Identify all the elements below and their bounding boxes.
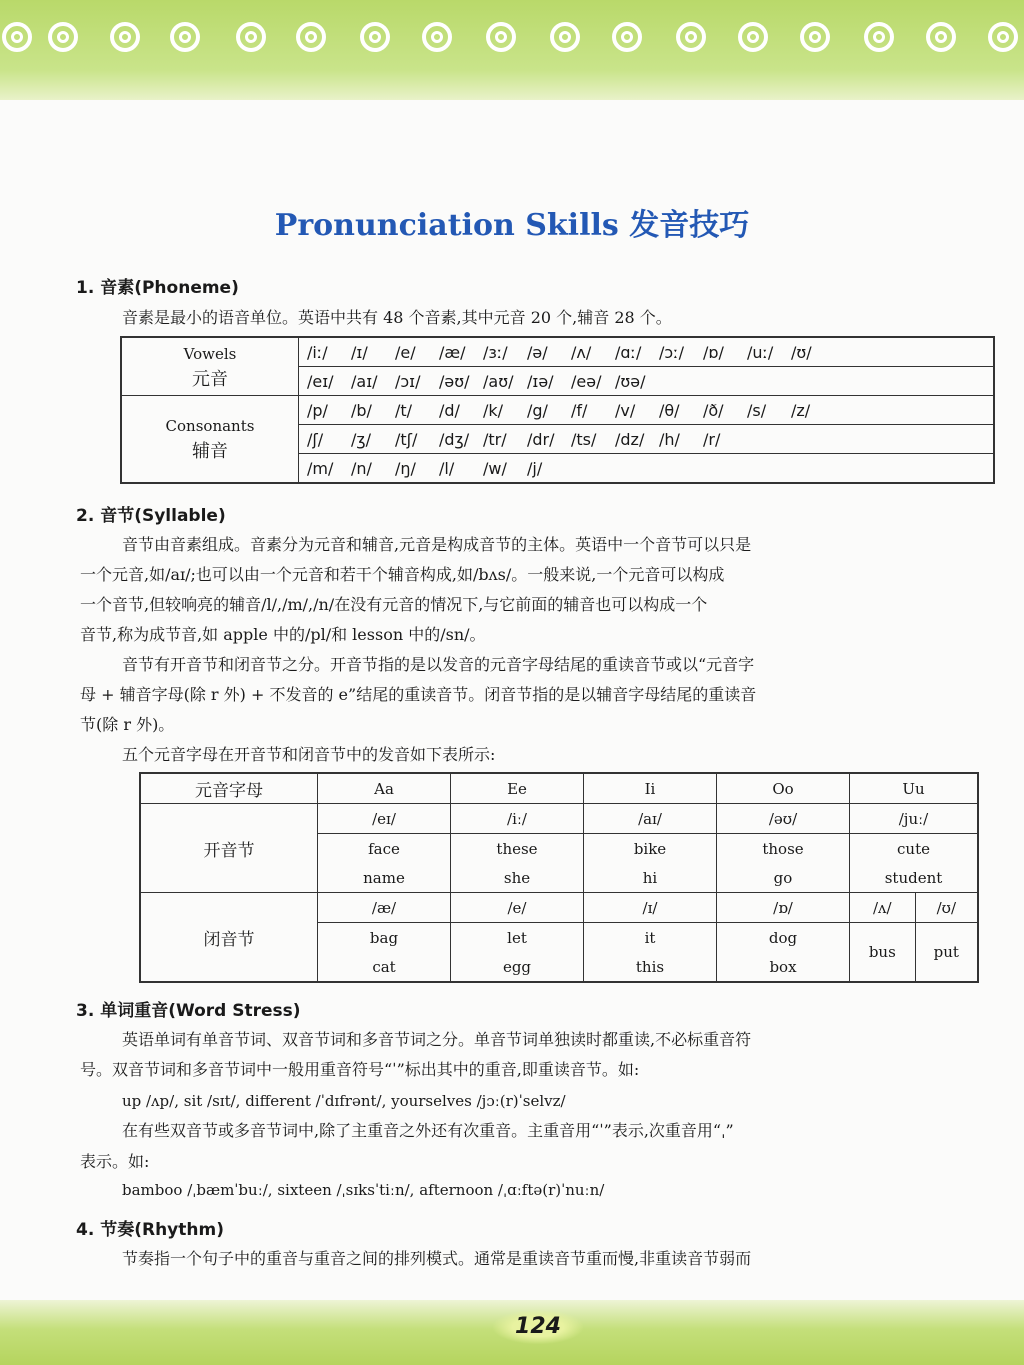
ipa-symbol: /l/: [439, 458, 455, 478]
page-number: 124: [493, 1310, 583, 1344]
section-heading-syllable: 2. 音节(Syllable): [76, 506, 226, 526]
ipa-symbol: /ŋ/: [395, 458, 416, 478]
section-heading-word-stress: 3. 单词重音(Word Stress): [76, 1001, 301, 1021]
paragraph-line: 音节由音素组成。音素分为元音和辅音,元音是构成音节的主体。英语中一个音节可以只是: [122, 535, 752, 554]
letter-header: Ee: [451, 773, 584, 804]
ipa-symbol: /dʒ/: [439, 429, 470, 449]
ipa-symbol: /æ/: [439, 342, 466, 362]
paragraph-line: 表示。如:: [80, 1152, 150, 1171]
ipa-cell: /aɪ/: [584, 804, 717, 834]
ipa-cell: /ɒ/: [717, 893, 850, 923]
circle-ornament-icon: [676, 22, 706, 52]
ipa-symbol: /ɔɪ/: [395, 371, 421, 391]
paragraph-line: 号。双音节词和多音节词中一般用重音符号“ˈ”标出其中的重音,即重读音节。如:: [80, 1060, 640, 1079]
ipa-symbol: /əʊ/: [439, 371, 470, 391]
circle-ornament-icon: [926, 22, 956, 52]
ipa-symbol: /ʊə/: [615, 371, 646, 391]
example-word: name: [318, 863, 451, 893]
ipa-symbol: /ɔː/: [659, 342, 684, 362]
example-word: this: [584, 952, 717, 982]
paragraph-line: 一个元音,如/aɪ/;也可以由一个元音和若干个辅音构成,如/bʌs/。一般来说,一个元音可以构成: [80, 565, 725, 584]
ipa-symbol: /s/: [747, 400, 767, 420]
ipa-symbol: /ɑː/: [615, 342, 642, 362]
ipa-symbol: /w/: [483, 458, 507, 478]
ipa-symbol: /tʃ/: [395, 429, 418, 449]
consonants-label-en: Consonants: [165, 417, 255, 435]
paragraph-line: 一个音节,但较响亮的辅音/l/,/m/,/n/在没有元音的情况下,与它前面的辅音也可以构成一个: [80, 595, 708, 614]
circle-ornament-icon: [550, 22, 580, 52]
ipa-symbol: /ʊ/: [791, 342, 812, 362]
ipa-symbol: /g/: [527, 400, 548, 420]
ipa-symbol: /t/: [395, 400, 413, 420]
ipa-symbol: /m/: [307, 458, 334, 478]
section-heading-rhythm: 4. 节奏(Rhythm): [76, 1220, 224, 1240]
letter-header: Aa: [318, 773, 451, 804]
vowel-row-2: [299, 367, 995, 396]
example-word: box: [717, 952, 850, 982]
ipa-symbol: /p/: [307, 400, 328, 420]
page-title: Pronunciation Skills 发音技巧: [274, 208, 750, 243]
ipa-symbol: /ɒ/: [703, 342, 724, 362]
ipa-symbol: /b/: [351, 400, 372, 420]
ipa-symbol: /j/: [527, 458, 543, 478]
circle-ornament-icon: [486, 22, 516, 52]
ipa-symbol: /iː/: [307, 342, 328, 362]
example-word: bus: [850, 923, 916, 983]
ipa-symbol: /z/: [791, 400, 811, 420]
ipa-cell: /æ/: [318, 893, 451, 923]
ipa-symbol: /n/: [351, 458, 372, 478]
consonant-row-3: [299, 454, 995, 484]
paragraph-line: 五个元音字母在开音节和闭音节中的发音如下表所示:: [122, 745, 496, 764]
circle-ornament-icon: [612, 22, 642, 52]
circle-ornament-icon: [2, 22, 32, 52]
ipa-symbol: /tr/: [483, 429, 507, 449]
ipa-cell: /e/: [451, 893, 584, 923]
ipa-symbol: /ɪə/: [527, 371, 554, 391]
letter-header: Oo: [717, 773, 850, 804]
ipa-cell: /juː/: [850, 804, 979, 834]
circle-ornament-icon: [296, 22, 326, 52]
example-word: cat: [318, 952, 451, 982]
paragraph-line: 英语单词有单音节词、双音节词和多音节词之分。单音节词单独读时都重读,不必标重音符: [122, 1030, 752, 1049]
vowel-row-1: [299, 337, 995, 367]
consonants-label-cn: 辅音: [192, 441, 228, 462]
circle-ornament-icon: [800, 22, 830, 52]
ipa-cell: /eɪ/: [318, 804, 451, 834]
example-word: put: [915, 923, 978, 983]
letter-header: Uu: [850, 773, 979, 804]
example-word: bag: [318, 923, 451, 953]
ipa-cell: /əʊ/: [717, 804, 850, 834]
example-word: dog: [717, 923, 850, 953]
example-word: hi: [584, 863, 717, 893]
ipa-symbol: /dr/: [527, 429, 555, 449]
example-word: face: [318, 834, 451, 864]
ipa-symbol: /ɜː/: [483, 342, 508, 362]
ipa-cell: /iː/: [451, 804, 584, 834]
example-line: bamboo /ˌbæmˈbuː/, sixteen /ˌsɪksˈtiːn/, afternoon /ˌɑːftə(r)ˈnuːn/: [122, 1181, 605, 1199]
ipa-symbol: /uː/: [747, 342, 774, 362]
ipa-symbol: /ə/: [527, 342, 548, 362]
circle-ornament-icon: [864, 22, 894, 52]
circle-ornament-icon: [48, 22, 78, 52]
ipa-symbol: /ʃ/: [307, 429, 324, 449]
ipa-cell: /ʌ/: [850, 893, 916, 923]
example-line: up /ʌp/, sit /sɪt/, different /ˈdɪfrənt/, yourselves /jɔː(r)ˈselvz/: [122, 1092, 566, 1110]
ipa-cell: /ʊ/: [915, 893, 978, 923]
example-word: cute: [850, 834, 979, 864]
ipa-symbol: /h/: [659, 429, 680, 449]
open-syllable-label: 开音节: [140, 804, 318, 893]
consonant-row-2: [299, 425, 995, 454]
ipa-symbol: /aʊ/: [483, 371, 514, 391]
ipa-symbol: /ʒ/: [351, 429, 372, 449]
example-word: go: [717, 863, 850, 893]
ipa-cell: /ɪ/: [584, 893, 717, 923]
example-word: those: [717, 834, 850, 864]
circle-ornament-icon: [988, 22, 1018, 52]
example-word: these: [451, 834, 584, 864]
ipa-symbol: /ð/: [703, 400, 724, 420]
top-decorative-band: [0, 0, 1024, 100]
paragraph-line: 母 + 辅音字母(除 r 外) + 不发音的 e”结尾的重读音节。闭音节指的是以辅音字母结尾的重读音: [80, 685, 757, 704]
circle-ornament-icon: [170, 22, 200, 52]
example-word: it: [584, 923, 717, 953]
circle-ornament-icon: [738, 22, 768, 52]
example-word: egg: [451, 952, 584, 982]
ipa-symbol: /ʌ/: [571, 342, 592, 362]
ipa-symbol: /eɪ/: [307, 371, 334, 391]
ipa-symbol: /f/: [571, 400, 588, 420]
example-word: she: [451, 863, 584, 893]
ipa-symbol: /ts/: [571, 429, 597, 449]
ipa-symbol: /r/: [703, 429, 721, 449]
circle-ornament-icon: [360, 22, 390, 52]
ipa-symbol: /dz/: [615, 429, 645, 449]
ipa-symbol: /d/: [439, 400, 460, 420]
ipa-symbol: /eə/: [571, 371, 602, 391]
vowels-label: [121, 337, 299, 396]
example-word: student: [850, 863, 979, 893]
closed-syllable-label: 闭音节: [140, 893, 318, 983]
ipa-symbol: /θ/: [659, 400, 680, 420]
paragraph-line: 在有些双音节或多音节词中,除了主重音之外还有次重音。主重音用“ˈ”表示,次重音用“ˌ”: [122, 1121, 734, 1140]
circle-ornament-icon: [422, 22, 452, 52]
circle-ornament-icon: [110, 22, 140, 52]
phoneme-table: [120, 336, 995, 484]
vowels-label-en: Vowels: [183, 344, 237, 363]
paragraph-line: 节(除 r 外)。: [80, 715, 175, 734]
phoneme-intro: 音素是最小的语音单位。英语中共有 48 个音素,其中元音 20 个,辅音 28 个。: [122, 308, 672, 327]
circle-ornament-icon: [236, 22, 266, 52]
consonants-label: [121, 396, 299, 484]
ipa-symbol: /k/: [483, 400, 504, 420]
section-heading-phoneme: 1. 音素(Phoneme): [76, 278, 239, 298]
corner-header: 元音字母: [140, 773, 318, 804]
ipa-symbol: /ɪ/: [351, 342, 368, 362]
vowels-label-cn: 元音: [192, 368, 228, 390]
example-word: bike: [584, 834, 717, 864]
paragraph-line: 节奏指一个句子中的重音与重音之间的排列模式。通常是重读音节重而慢,非重读音节弱而: [122, 1249, 752, 1268]
example-word: let: [451, 923, 584, 953]
vowel-letter-table: [139, 772, 979, 983]
consonant-row-1: [299, 396, 995, 425]
ipa-symbol: /e/: [395, 342, 416, 362]
ipa-symbol: /v/: [615, 400, 636, 420]
letter-header: Ii: [584, 773, 717, 804]
paragraph-line: 音节有开音节和闭音节之分。开音节指的是以发音的元音字母结尾的重读音节或以“元音字: [122, 655, 755, 674]
ipa-symbol: /aɪ/: [351, 371, 378, 391]
paragraph-line: 音节,称为成节音,如 apple 中的/pl/和 lesson 中的/sn/。: [80, 625, 486, 644]
